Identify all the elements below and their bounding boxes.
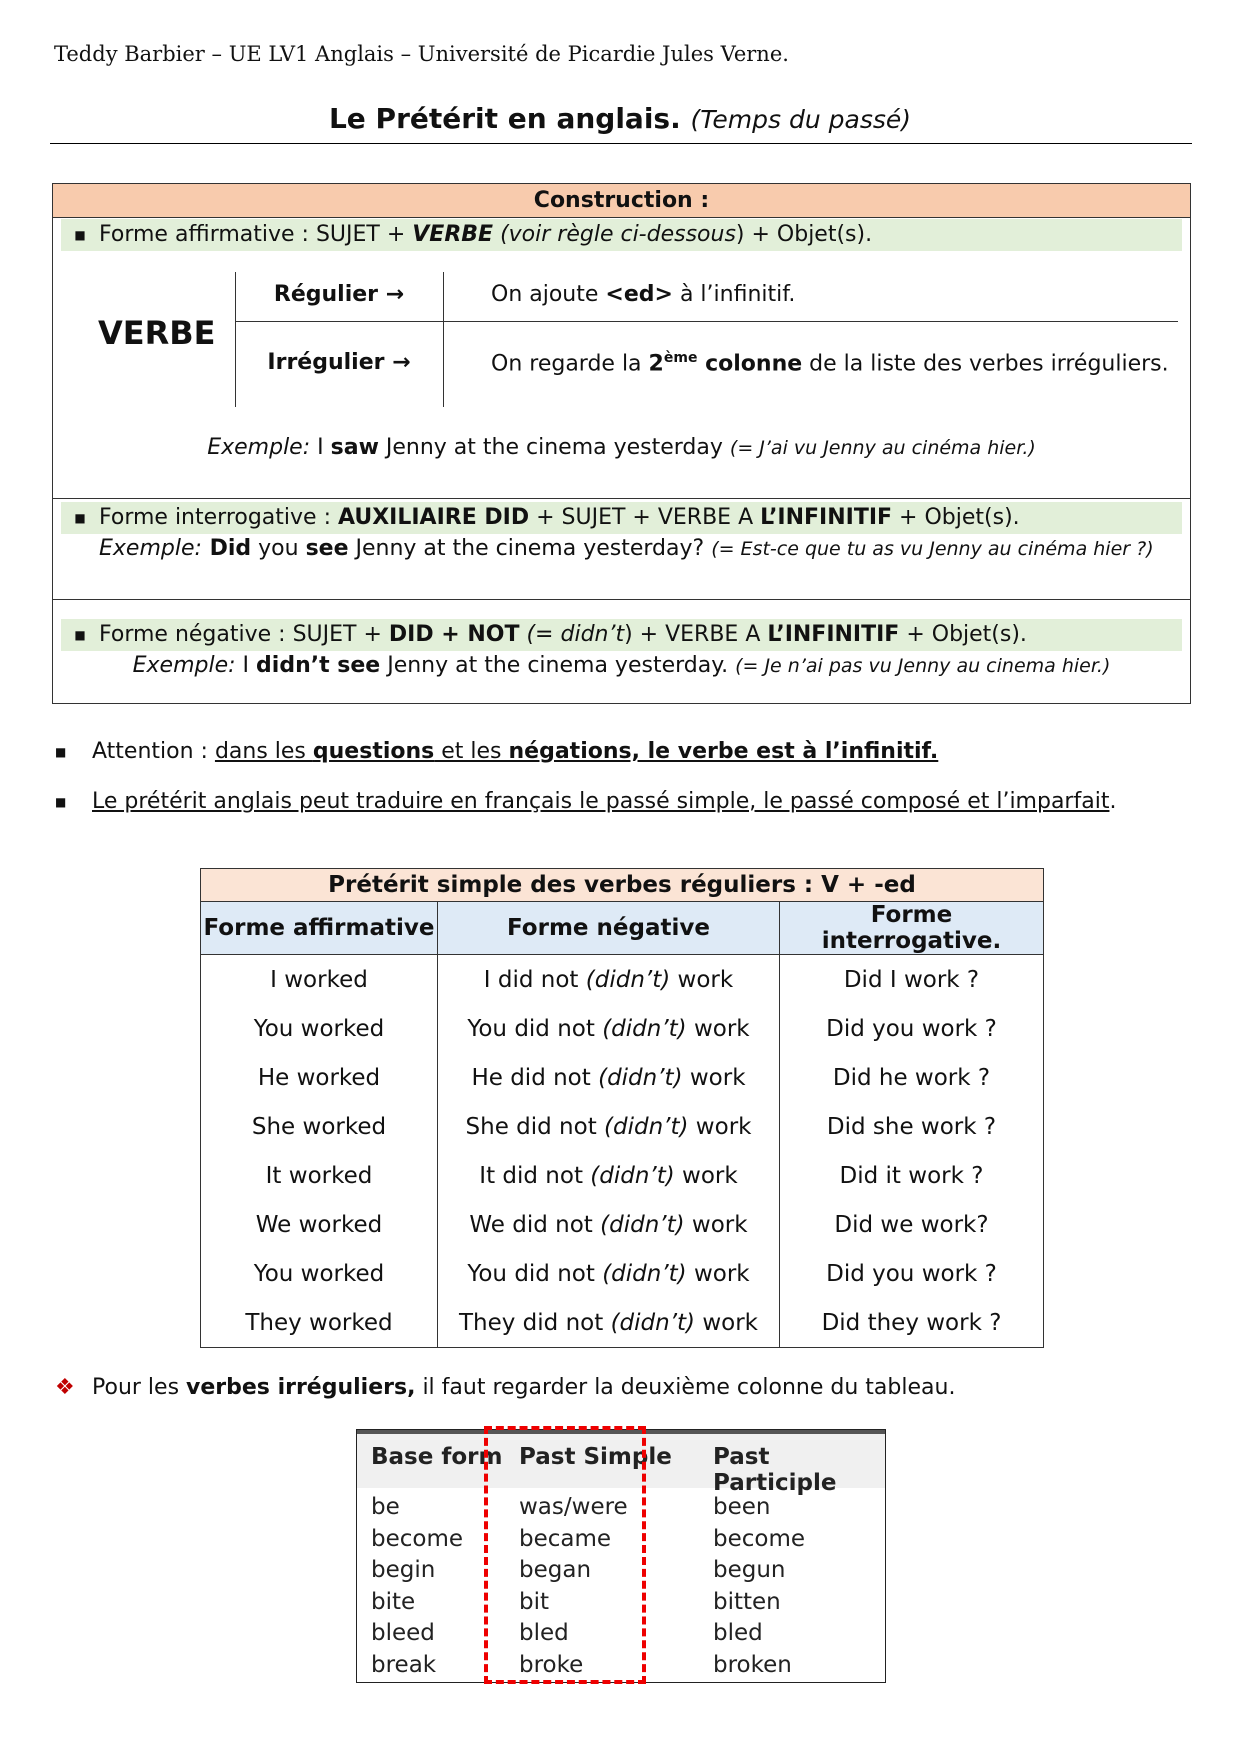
table-row xyxy=(201,955,1044,1005)
title-divider xyxy=(50,143,1192,144)
example-negative: Exemple: I didn’t see Jenny at the cinema yesterday. (= Je n’ai pas vu Jenny au cinema hier.) xyxy=(132,653,1111,678)
attention-note: ■ Attention : dans les questions et les négations, le verbe est à l’infinitif. xyxy=(55,739,939,764)
table-row xyxy=(201,1004,1044,1053)
regular-verbs-table xyxy=(200,868,1044,1348)
construction-box xyxy=(52,183,1191,704)
affirmative-cell: We worked xyxy=(201,1200,438,1249)
table-row xyxy=(201,1151,1044,1200)
column-header: Past Simple xyxy=(519,1444,672,1470)
section-divider xyxy=(53,599,1190,600)
section-divider xyxy=(53,498,1190,499)
title-sub: (Temps du passé) xyxy=(690,105,912,134)
interrogative-cell: Did they work ? xyxy=(780,1298,1044,1348)
negative-cell: It did not (didn’t) work xyxy=(438,1151,780,1200)
document-header: Teddy Barbier – UE LV1 Anglais – Université de Picardie Jules Verne. xyxy=(54,42,789,66)
column-header: Forme négative xyxy=(438,902,780,955)
translation-note: ■ Le prétérit anglais peut traduire en français le passé simple, le passé composé et l’imparfait. xyxy=(55,789,1117,814)
interrogative-cell: Did we work? xyxy=(780,1200,1044,1249)
table-row xyxy=(201,1053,1044,1102)
interrogative-cell: Did you work ? xyxy=(780,1004,1044,1053)
column-header: Past Participle xyxy=(713,1444,837,1496)
interrogative-cell: Did it work ? xyxy=(780,1151,1044,1200)
negative-cell: She did not (didn’t) work xyxy=(438,1102,780,1151)
interrogative-cell: Did I work ? xyxy=(780,955,1044,1005)
negative-cell: They did not (didn’t) work xyxy=(438,1298,780,1348)
affirmative-cell: She worked xyxy=(201,1102,438,1151)
base-form-column: be become begin bite bleed break xyxy=(371,1494,464,1678)
grid-line xyxy=(443,272,444,407)
negative-cell: You did not (didn’t) work xyxy=(438,1249,780,1298)
construction-heading: Construction : xyxy=(53,184,1190,218)
past-participle-column: been become begun bitten bled broken xyxy=(713,1494,806,1678)
irregular-verbs-image-table xyxy=(356,1429,886,1683)
table-row xyxy=(201,1298,1044,1348)
interrogative-rule: ■ Forme interrogative : AUXILIAIRE DID + SUJET + VERBE A L’INFINITIF + Objet(s). xyxy=(61,502,1182,534)
column-header: Base form xyxy=(371,1444,503,1470)
interrogative-cell: Did he work ? xyxy=(780,1053,1044,1102)
irregular-note: ❖ Pour les verbes irréguliers, il faut regarder la deuxième colonne du tableau. xyxy=(55,1375,956,1400)
table-row xyxy=(201,1102,1044,1151)
table-row xyxy=(201,1249,1044,1298)
dashed-highlight-box xyxy=(484,1426,646,1684)
past-simple-column: was/were became began bit bled broke xyxy=(519,1494,628,1678)
example-affirmative: Exemple: I saw Jenny at the cinema yesterday (= J’ai vu Jenny au cinéma hier.) xyxy=(207,435,1036,460)
grid-line xyxy=(235,272,236,407)
negative-cell: You did not (didn’t) work xyxy=(438,1004,780,1053)
affirmative-cell: You worked xyxy=(201,1004,438,1053)
affirmative-cell: They worked xyxy=(201,1298,438,1348)
example-interrogative: Exemple: Did you see Jenny at the cinema yesterday? (= Est-ce que tu as vu Jenny au cinéma hier ?) xyxy=(99,536,1154,561)
affirmative-cell: It worked xyxy=(201,1151,438,1200)
title-main: Le Prétérit en anglais. xyxy=(328,102,681,135)
regulier-label: Régulier → xyxy=(273,282,405,307)
diamond-bullet-icon: ❖ xyxy=(55,1375,75,1400)
column-header: Forme interrogative. xyxy=(780,902,1044,955)
negative-cell: I did not (didn’t) work xyxy=(438,955,780,1005)
affirmative-cell: You worked xyxy=(201,1249,438,1298)
grid-line xyxy=(235,321,1178,322)
irregulier-rule: On regarde la 2ème colonne de la liste des verbes irréguliers. xyxy=(491,350,1169,377)
bullet-icon: ■ xyxy=(55,795,67,809)
interrogative-cell: Did she work ? xyxy=(780,1102,1044,1151)
bullet-icon: ■ xyxy=(74,228,86,242)
column-header: Forme affirmative xyxy=(201,902,438,955)
affirmative-cell: I worked xyxy=(201,955,438,1005)
regulier-rule: On ajoute <ed> à l’infinitif. xyxy=(491,282,796,307)
negative-rule: ■ Forme négative : SUJET + DID + NOT (= didn’t) + VERBE A L’INFINITIF + Objet(s). xyxy=(61,619,1182,651)
page-title xyxy=(50,102,1190,135)
negative-cell: We did not (didn’t) work xyxy=(438,1200,780,1249)
irregulier-label: Irrégulier → xyxy=(267,350,411,375)
table-caption: Prétérit simple des verbes réguliers : V + -ed xyxy=(201,869,1044,902)
bullet-icon: ■ xyxy=(74,628,86,642)
affirmative-cell: He worked xyxy=(201,1053,438,1102)
bullet-icon: ■ xyxy=(74,511,86,525)
bullet-icon: ■ xyxy=(55,745,67,759)
negative-cell: He did not (didn’t) work xyxy=(438,1053,780,1102)
table-row xyxy=(201,1200,1044,1249)
interrogative-cell: Did you work ? xyxy=(780,1249,1044,1298)
affirmative-rule: ■ Forme affirmative : SUJET + VERBE (voir règle ci-dessous) + Objet(s). xyxy=(61,219,1182,251)
verbe-label: VERBE xyxy=(98,314,216,352)
